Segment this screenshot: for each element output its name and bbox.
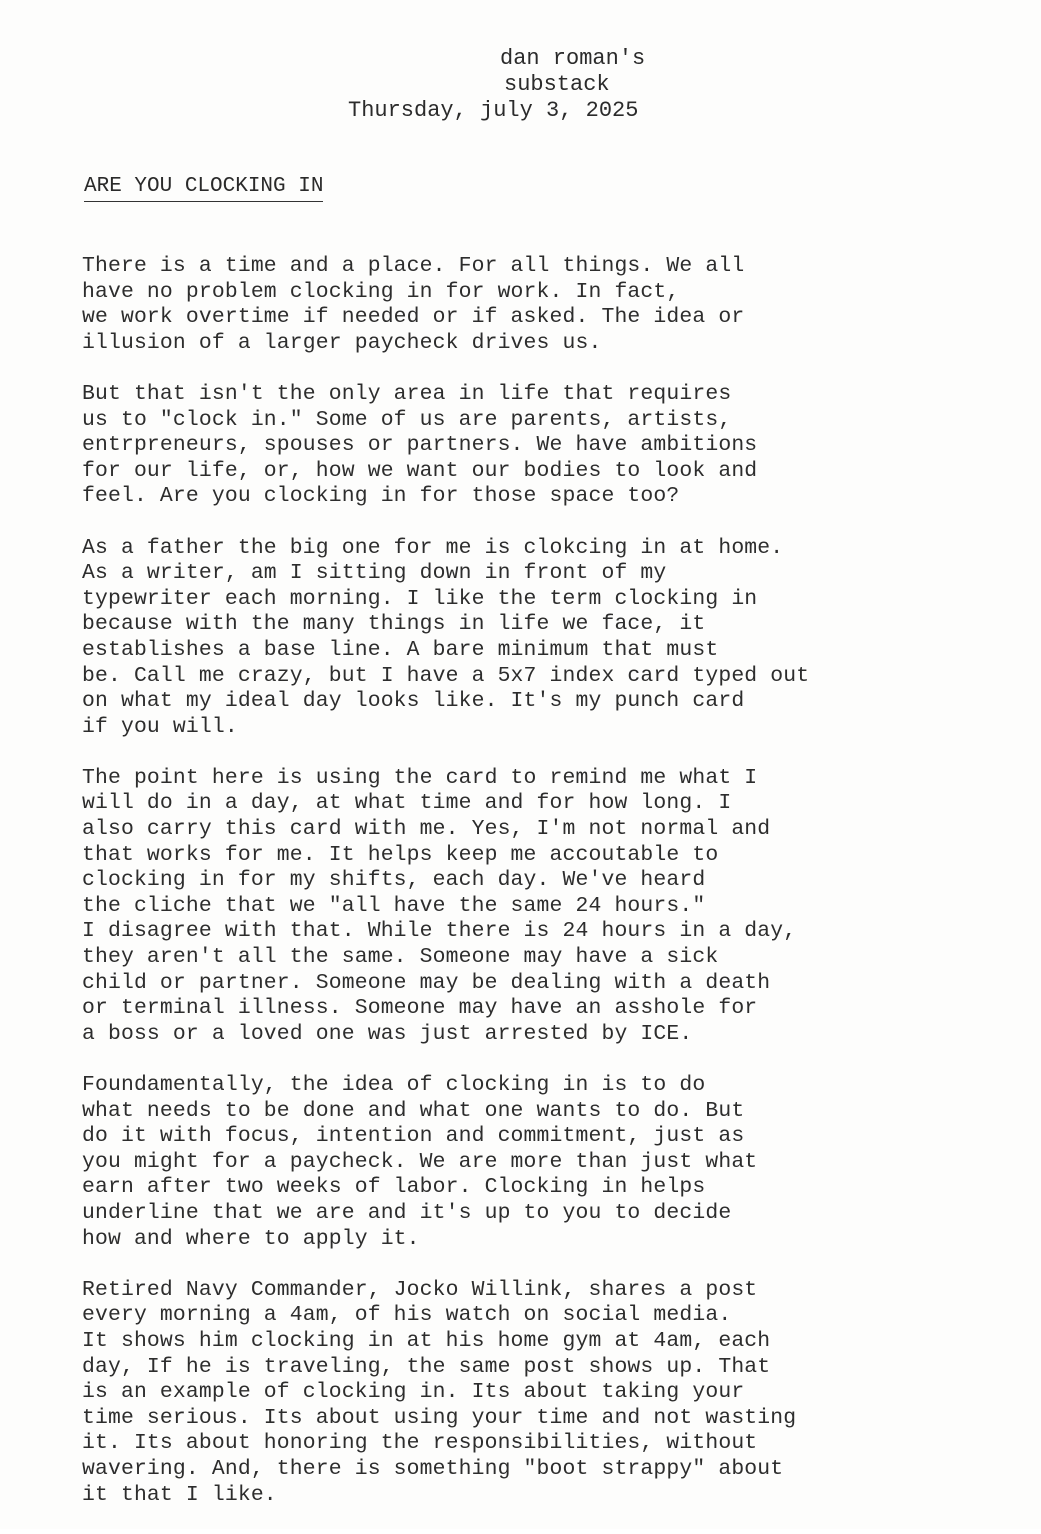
paragraph-1 xyxy=(82,254,1032,356)
text-line: clocking in for my shifts, each day. We've heard xyxy=(82,868,706,893)
text-line: will do in a day, at what time and for how long. I xyxy=(82,791,732,816)
text-line: how and where to apply it. xyxy=(82,1226,420,1251)
text-line: day, If he is traveling, the same post shows up. That xyxy=(82,1354,771,1379)
text-line: a boss or a loved one was just arrested by ICE. xyxy=(82,1021,693,1046)
paragraph-2 xyxy=(82,382,1032,510)
text-line: that works for me. It helps keep me accoutable to xyxy=(82,842,719,867)
text-line: us to "clock in." Some of us are parents, artists, xyxy=(82,407,732,432)
header-author: dan roman's xyxy=(500,46,646,71)
text-line: typewriter each morning. I like the term clocking in xyxy=(82,586,758,611)
text-line: be. Call me crazy, but I have a 5x7 index card typed out xyxy=(82,663,810,688)
text-line: underline that we are and it's up to you to decide xyxy=(82,1200,732,1225)
text-line: on what my ideal day looks like. It's my punch card xyxy=(82,689,745,714)
text-line: what needs to be done and what one wants to do. But xyxy=(82,1098,745,1123)
article-title: ARE YOU CLOCKING IN xyxy=(84,174,323,202)
text-line: it. Its about honoring the responsibilities, without xyxy=(82,1431,758,1456)
text-line: feel. Are you clocking in for those space too? xyxy=(82,484,680,509)
text-line: Foundamentally, the idea of clocking in is to do xyxy=(82,1073,706,1097)
text-line: child or partner. Someone may be dealing with a death xyxy=(82,970,771,995)
text-line: because with the many things in life we face, it xyxy=(82,612,706,637)
text-line: or terminal illness. Someone may have an asshole for xyxy=(82,996,758,1021)
text-line: the cliche that we "all have the same 24 hours." xyxy=(82,893,706,918)
text-line: if you will. xyxy=(82,714,238,739)
text-line: establishes a base line. A bare minimum that must xyxy=(82,637,719,662)
text-line: you might for a paycheck. We are more than just what xyxy=(82,1149,758,1174)
text-line: also carry this card with me. Yes, I'm not normal and xyxy=(82,817,771,842)
text-line: As a father the big one for me is clokcing in at home. xyxy=(82,535,784,560)
text-line: wavering. And, there is something "boot strappy" about xyxy=(82,1456,784,1481)
text-line: it that I like. xyxy=(82,1482,277,1507)
text-line: they aren't all the same. Someone may have a sick xyxy=(82,945,719,970)
text-line: I disagree with that. While there is 24 hours in a day, xyxy=(82,919,797,944)
paragraph-4 xyxy=(82,766,1032,1048)
text-line: do it with focus, intention and commitment, just as xyxy=(82,1124,745,1149)
text-line: earn after two weeks of labor. Clocking in helps xyxy=(82,1175,706,1200)
article-body xyxy=(82,254,1032,1534)
text-line: for our life, or, how we want our bodies to look and xyxy=(82,458,758,483)
text-line: is an example of clocking in. Its about taking your xyxy=(82,1380,745,1405)
header-publication: substack xyxy=(504,72,610,97)
text-line: every morning a 4am, of his watch on social media. xyxy=(82,1303,732,1328)
text-line: we work overtime if needed or if asked. The idea or xyxy=(82,305,745,330)
paragraph-5 xyxy=(82,1073,1032,1252)
text-line: The point here is using the card to remind me what I xyxy=(82,765,758,790)
text-line: have no problem clocking in for work. In fact, xyxy=(82,279,680,304)
text-line: As a writer, am I sitting down in front of my xyxy=(82,561,667,586)
paragraph-6 xyxy=(82,1278,1032,1508)
text-line: time serious. Its about using your time and not wasting xyxy=(82,1405,797,1430)
header-date: Thursday, july 3, 2025 xyxy=(348,98,639,123)
text-line: There is a time and a place. For all things. We all xyxy=(82,254,745,278)
text-line: illusion of a larger paycheck drives us. xyxy=(82,330,602,355)
text-line: Retired Navy Commander, Jocko Willink, shares a post xyxy=(82,1277,758,1302)
text-line: It shows him clocking in at his home gym at 4am, each xyxy=(82,1328,771,1353)
paragraph-3 xyxy=(82,536,1032,741)
text-line: But that isn't the only area in life that requires xyxy=(82,381,732,406)
text-line: entrpreneurs, spouses or partners. We have ambitions xyxy=(82,433,758,458)
